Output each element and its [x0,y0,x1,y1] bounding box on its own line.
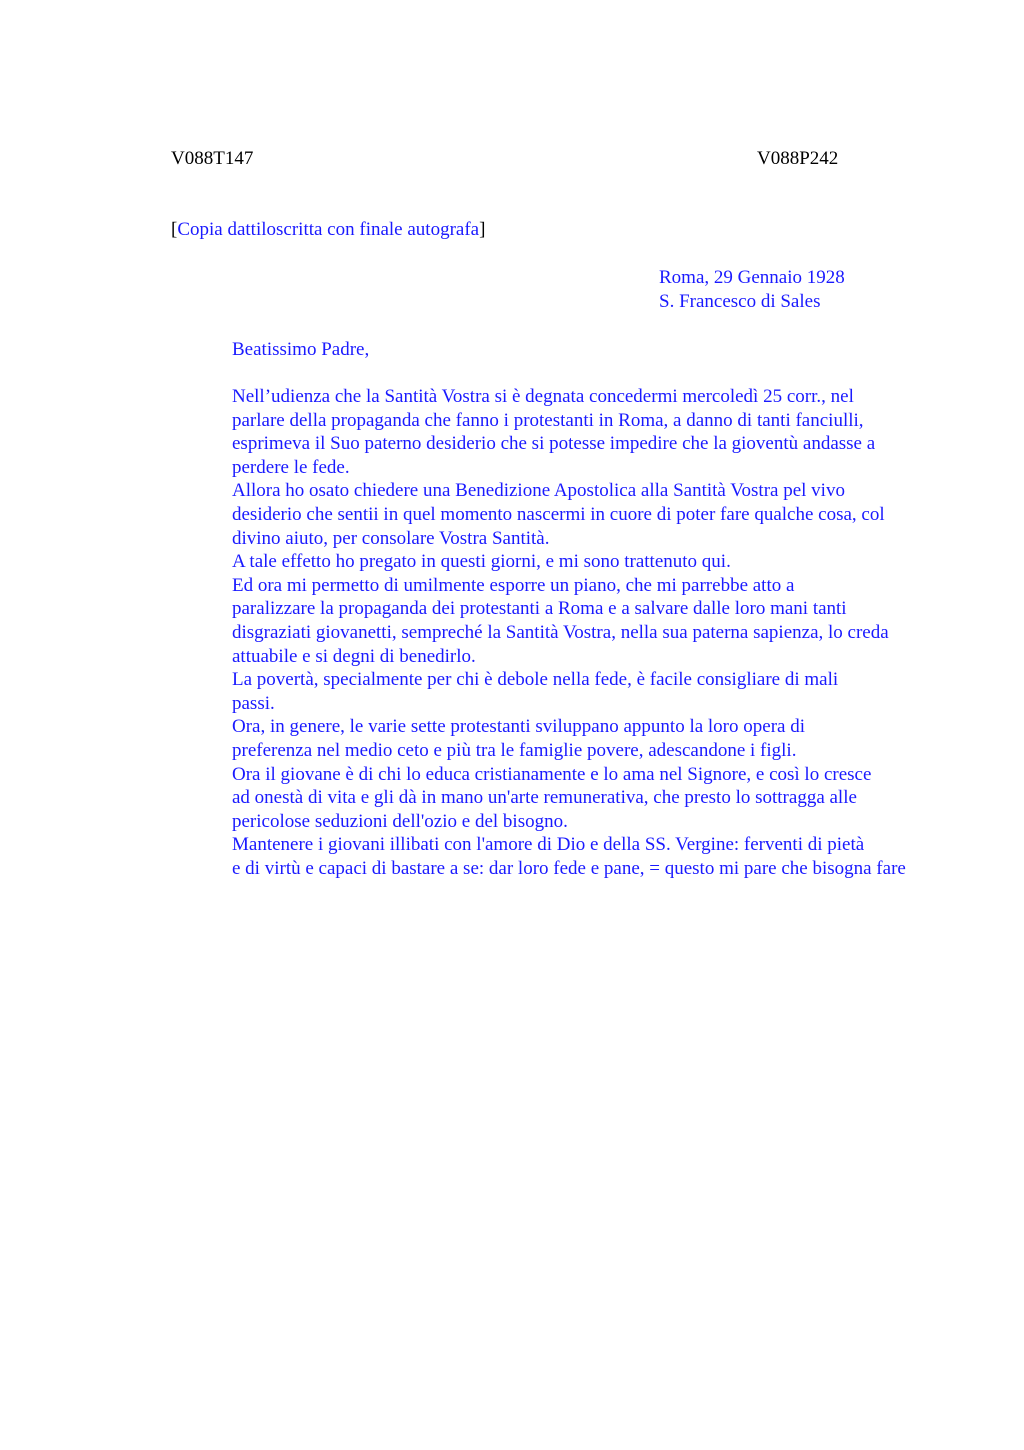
paragraph-line: pericolose seduzioni dell'ozio e del bisogno. [232,810,568,832]
paragraph [171,668,931,715]
paragraph-line: Ed ora mi permetto di umilmente esporre un piano, che mi parrebbe atto a [232,574,795,596]
paragraph-line: preferenza nel medio ceto e più tra le famiglie povere, adescandone i figli. [232,739,797,761]
paragraph-line: desiderio che sentii in quel momento nascermi in cuore di poter fare qualche cosa, col [232,503,885,525]
feast-line: S. Francesco di Sales [659,290,821,312]
paragraph-line: disgraziati giovanetti, sempreché la Santità Vostra, nella sua paterna sapienza, lo creda [232,621,889,643]
paragraph [171,550,931,574]
paragraph-line: La povertà, specialmente per chi è debole nella fede, è facile consigliare di mali [232,669,839,691]
document-code-left: V088T147 [171,148,254,169]
document-code-right: V088P242 [757,148,839,169]
paragraph-line: esprimeva il Suo paterno desiderio che si potesse impedire che la gioventù andasse a [232,433,876,455]
date-line: Roma, 29 Gennaio 1928 [659,267,845,288]
note-open-bracket: [ [171,219,178,240]
paragraph-line: Ora il giovane è di chi lo educa cristianamente e lo ama nel Signore, e così lo cresce [232,763,872,785]
paragraph-line: Mantenere i giovani illibati con l'amore di Dio e della SS. Vergine: ferventi di pietà [232,834,865,856]
date-block [659,266,845,313]
paragraph [171,833,931,880]
paragraph [171,763,931,834]
paragraph-line: divino aiuto, per consolare Vostra Santità. [232,527,550,549]
paragraph-line: parlare della propaganda che fanno i protestanti in Roma, a danno di tanti fanciulli, [232,409,864,431]
paragraph-line: A tale effetto ho pregato in questi giorni, e mi sono trattenuto qui. [232,551,731,573]
paragraph-line: passi. [232,692,275,714]
paragraph-line: paralizzare la propaganda dei protestanti a Roma e a salvare dalle loro mani tanti [232,598,847,620]
paragraph [171,715,931,762]
paragraph [171,479,931,550]
paragraph-line: ad onestà di vita e gli dà in mano un'arte remunerativa, che presto lo sottragga alle [232,787,857,809]
paragraph-line: attuabile e si degni di benedirlo. [232,645,476,667]
editorial-note [171,218,485,242]
note-text: Copia dattiloscritta con finale autografa [177,219,480,240]
letter-body [171,385,931,880]
paragraph [171,385,931,479]
paragraph [171,574,931,668]
paragraph-line: Nell’udienza che la Santità Vostra si è degnata concedermi mercoledì 25 corr., nel [232,386,854,407]
salutation: Beatissimo Padre, [232,339,370,360]
paragraph-line: Allora ho osato chiedere una Benedizione Apostolica alla Santità Vostra pel vivo [232,480,845,502]
paragraph-line: e di virtù e capaci di bastare a se: dar loro fede e pane, = questo mi pare che bisogna fare [232,857,906,879]
paragraph-line: Ora, in genere, le varie sette protestanti sviluppano appunto la loro opera di [232,716,805,738]
paragraph-line: perdere le fede. [232,456,350,478]
note-close-bracket: ] [479,219,486,240]
